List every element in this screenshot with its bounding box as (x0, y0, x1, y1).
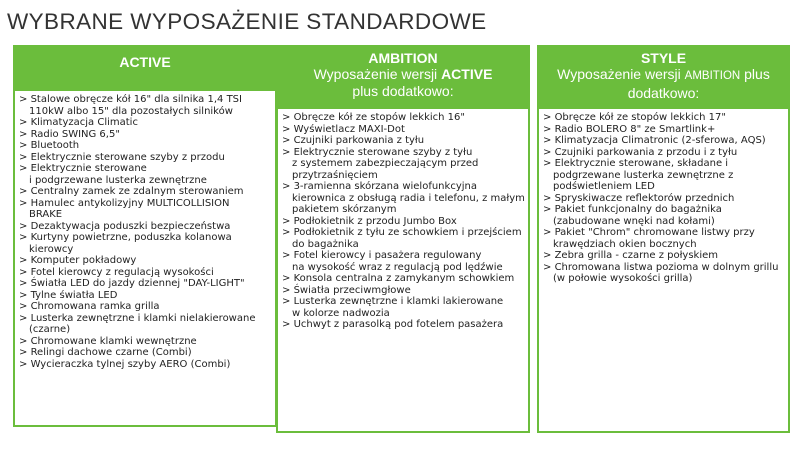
ambition-subtitle-suffix: plus dodatkowo: (352, 83, 454, 99)
feature-item: > Radio BOLERO 8" ze Smartlink+ (543, 124, 788, 136)
feature-item: > Podłokietnik z tyłu ze schowkiem i przejściem do bagażnika (282, 227, 528, 250)
feature-item: > Światła przeciwmgłowe (282, 285, 528, 297)
feature-item: > Fotel kierowcy z regulacją wysokości (19, 267, 275, 279)
feature-item: > Hamulec antykolizyjny MULTICOLLISION BRAKE (19, 198, 275, 221)
ambition-feature-list (282, 112, 528, 331)
feature-item: > Bluetooth (19, 140, 275, 152)
ambition-subtitle-prefix: Wyposażenie wersji (313, 66, 438, 82)
style-subtitle-prefix: Wyposażenie wersji (557, 66, 681, 82)
active-column (13, 45, 277, 427)
feature-item: > Klimatyzacja Climatronic (2-sferowa, AQS) (543, 135, 788, 147)
active-header (13, 45, 277, 89)
feature-item: > Czujniki parkowania z przodu i z tyłu (543, 147, 788, 159)
feature-item: > Fotel kierowcy i pasażera regulowany na wysokość wraz z regulacją pod lędźwie (282, 250, 528, 273)
ambition-subtitle-version: ACTIVE (441, 66, 493, 82)
page-title: WYBRANE WYPOSAŻENIE STANDARDOWE (7, 9, 487, 34)
feature-item: > Wyświetlacz MAXI-Dot (282, 124, 528, 136)
style-subtitle-suffix: dodatkowo: (627, 85, 700, 101)
feature-item: > Zebra grilla - czarne z połyskiem (543, 250, 788, 262)
style-feature-list (543, 112, 788, 285)
active-title: ACTIVE (119, 54, 171, 70)
feature-item: > Komputer pokładowy (19, 255, 275, 267)
feature-item: > Podłokietnik z przodu Jumbo Box (282, 216, 528, 228)
feature-item: > Tylne światła LED (19, 290, 275, 302)
feature-item: > Obręcze kół ze stopów lekkich 17" (543, 112, 788, 124)
feature-item: > Chromowana ramka grilla (19, 301, 275, 313)
style-features-box (537, 107, 790, 433)
feature-item: > Spryskiwacze reflektorów przednich (543, 193, 788, 205)
feature-item: > Lusterka zewnętrzne i klamki nielakierowane (czarne) (19, 313, 275, 336)
feature-item: > Pakiet "Chrom" chromowane listwy przy krawędziach okien bocznych (543, 227, 788, 250)
feature-item: > Czujniki parkowania z tyłu (282, 135, 528, 147)
feature-item: > Konsola centralna z zamykanym schowkiem (282, 273, 528, 285)
feature-item: > Kurtyny powietrzne, poduszka kolanowa kierowcy (19, 232, 275, 255)
feature-item: > Elektrycznie sterowane szyby z przodu (19, 152, 275, 164)
feature-item: > Klimatyzacja Climatic (19, 117, 275, 129)
feature-item: > Elektrycznie sterowane szyby z tyłu z systemem zabezpieczającym przed przytrzaśnięciem (282, 147, 528, 182)
feature-item: > Światła LED do jazdy dziennej "DAY-LIGHT" (19, 278, 275, 290)
ambition-header (276, 45, 530, 107)
feature-item: > Obręcze kół ze stopów lekkich 16" (282, 112, 528, 124)
style-subtitle-version: AMBITION (684, 70, 741, 82)
feature-item: > Lusterka zewnętrzne i klamki lakierowane w kolorze nadwozia (282, 296, 528, 319)
feature-item: > Elektrycznie sterowane i podgrzewane lusterka zewnętrzne (19, 163, 275, 186)
feature-item: > Dezaktywacja poduszki bezpieczeństwa (19, 221, 275, 233)
feature-item: > Wycieraczka tylnej szyby AERO (Combi) (19, 359, 275, 371)
style-subtitle: Wyposażenie wersji AMBITION plus (557, 66, 770, 82)
ambition-features-box (276, 107, 530, 433)
feature-item: > Centralny zamek ze zdalnym sterowaniem (19, 186, 275, 198)
ambition-subtitle (276, 66, 530, 83)
active-feature-list (19, 94, 275, 370)
ambition-title: AMBITION (368, 50, 438, 66)
feature-item: > Radio SWING 6,5" (19, 129, 275, 141)
feature-item: > Chromowana listwa pozioma w dolnym grillu (w połowie wysokości grilla) (543, 262, 788, 285)
feature-item: > Pakiet funkcjonalny do bagażnika (zabudowane wnęki nad kołami) (543, 204, 788, 227)
feature-item: > Relingi dachowe czarne (Combi) (19, 347, 275, 359)
feature-item: > Stalowe obręcze kół 16" dla silnika 1,4 TSI 110kW albo 15" dla pozostałych silników (19, 94, 275, 117)
ambition-column (276, 45, 530, 433)
feature-item: > Uchwyt z parasolką pod fotelem pasażera (282, 319, 528, 331)
style-title: STYLE (640, 50, 687, 66)
active-features-box (13, 89, 277, 427)
style-header (537, 45, 790, 107)
style-column (537, 45, 790, 433)
feature-item: > 3-ramienna skórzana wielofunkcyjna kierownica z obsługą radia i telefonu, z małym pakietem skórzanym (282, 181, 528, 216)
feature-item: > Elektrycznie sterowane, składane i podgrzewane lusterka zewnętrzne z podświetleniem LED (543, 158, 788, 193)
feature-item: > Chromowane klamki wewnętrzne (19, 336, 275, 348)
